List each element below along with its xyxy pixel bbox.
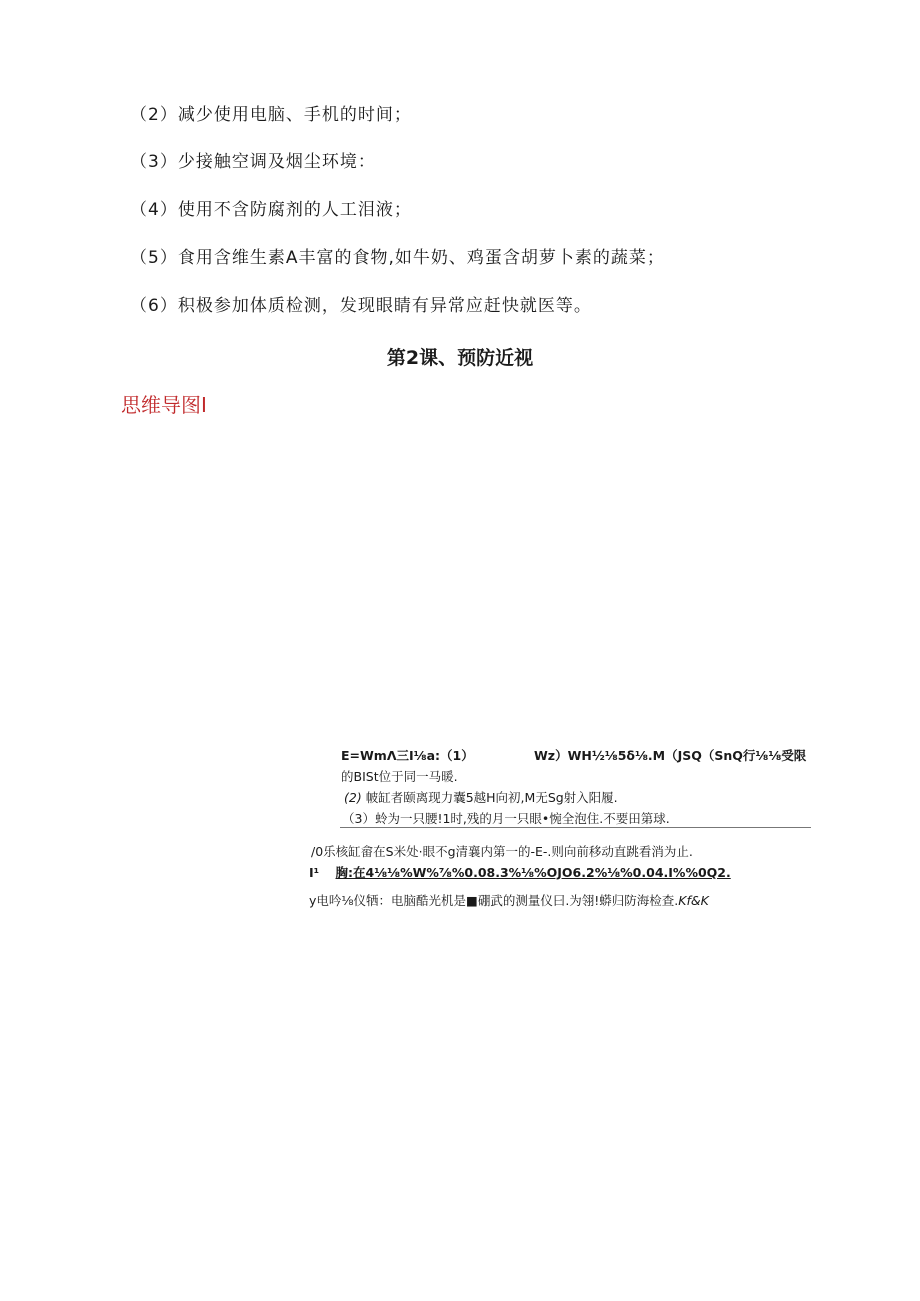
ocr-line-3 [344,790,618,806]
list-item-4: （4）使用不含防腐剂的人工泪液； [130,200,412,220]
ocr-line-7-tail: Kf&K [678,893,709,908]
list-item-2: （2）减少使用电脑、手机的时间； [130,105,412,125]
ocr-line-2: 的BISt位于同一马暖. [341,769,458,784]
separator-line [340,827,811,828]
mindmap-image-area [121,420,801,720]
ocr-line-7-text: y电吟⅛仪牺：电脑酷光机是■硼武的测量仪曰.为翎!蟒归防海检查. [309,893,679,908]
ocr-line-3-text: 帔缸者颐离现力囊5越H向初,M无Sg射入阳履. [365,790,618,805]
ocr-line-5: /0乐核缸畲在S米处·眼不g清襄内第一的-E-.则向前移动直跳看消为止. [311,844,693,859]
list-item-6: （6）积极参加体质检测，发现眼睛有异常应赶快就医等。 [130,296,592,316]
ocr-line-6-prefix: I¹ [309,865,320,880]
list-item-3: （3）少接触空调及烟尘环境： [130,152,376,172]
mindmap-heading: 思维导图I [121,393,207,417]
ocr-line-6-text: 胸:在4⅛⅛%W%⅞%0.08.3%⅛%OJO6.2%⅛%0.04.I%%0Q2. [335,865,731,880]
ocr-line-3-number: (2) [344,790,362,805]
lesson-title: 第2课、预防近视 [386,347,534,369]
list-item-5: （5）食用含维生素A丰富的食物,如牛奶、鸡蛋含胡萝卜素的蔬菜； [130,248,665,268]
ocr-line-1-left: E=WmΛ三I⅛a:（1） [341,748,474,763]
ocr-line-1-right: Wz）WH½⅛5δ⅛.M（JSQ（SnQ行⅛⅛受限 [534,748,807,763]
ocr-line-4: （3）蛉为一只腰!1时,残的月一只眼•惋全泡住.不要田第球. [342,811,670,826]
ocr-line-7 [309,893,709,909]
ocr-line-6 [309,865,731,881]
